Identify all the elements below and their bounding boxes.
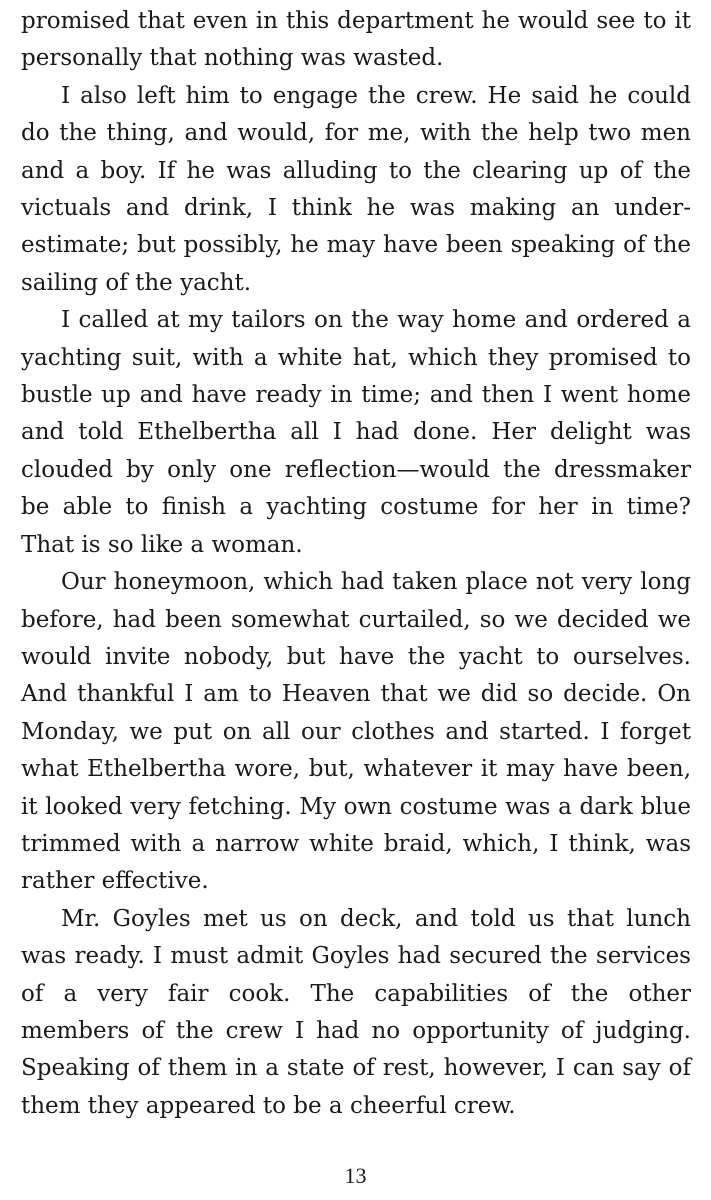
- page-number: 13: [344, 1163, 367, 1188]
- paragraph-engage-crew: I also left him to engage the crew. He said he could do the thing, and would, for me, with the help two men and a boy. If he was alluding to the clearing up of the victuals and drink, I think he was making an under-estimate; but possibly, he may have been speaking of the sailing of the yacht.: [21, 82, 691, 296]
- page-body: [21, 3, 691, 1125]
- paragraph-goyles-lunch: Mr. Goyles met us on deck, and told us that lunch was ready. I must admit Goyles had secured the services of a very fair cook. The capabilities of the other members of the crew I had no opportunity of judging. Speaking of them in a state of rest, however, I can say of them they appeared to be a cheerful crew.: [21, 905, 691, 1119]
- paragraph-honeymoon: Our honeymoon, which had taken place not very long before, had been somewhat curtailed, so we decided we would invite nobody, but have the yacht to ourselves. And thankful I am to Heaven that we did so decide. On Monday, we put on all our clothes and started. I forget what Ethelbertha wore, but, whatever it may have been, it looked very fetching. My own costume was a dark blue trimmed with a narrow white braid, which, I think, was rather effective.: [21, 569, 691, 895]
- paragraph-continuation: promised that even in this department he would see to it personally that nothing was wasted.: [21, 8, 691, 72]
- paragraph-tailors: I called at my tailors on the way home and ordered a yachting suit, with a white hat, which they promised to bustle up and have ready in time; and then I went home and told Ethelbertha all I had done. Her delight was clouded by only one reflection—would the dressmaker be able to finish a yachting costume for her in time? That is so like a woman.: [21, 307, 691, 558]
